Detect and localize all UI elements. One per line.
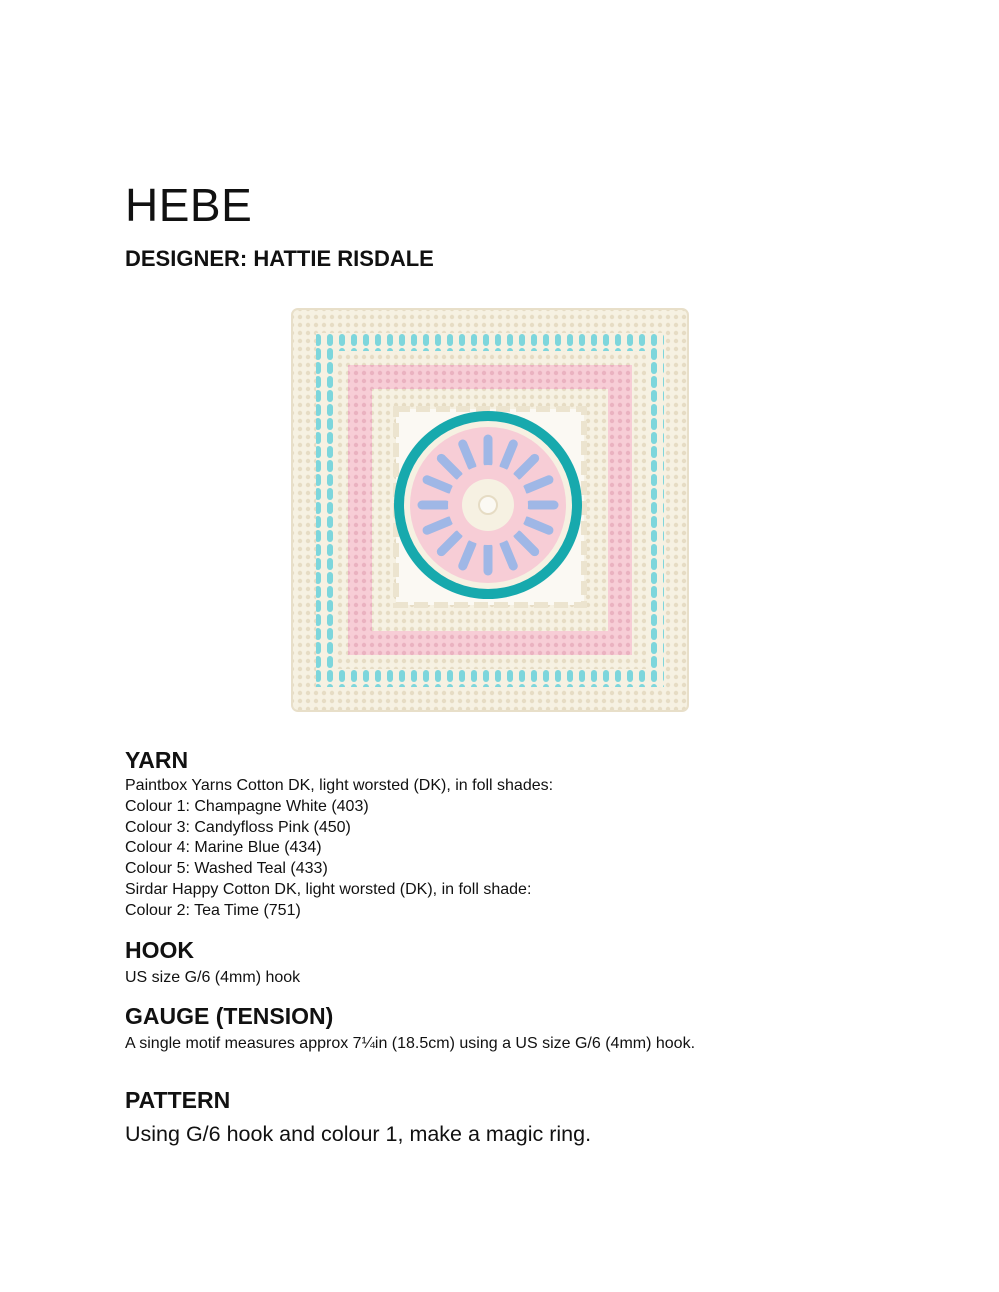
hook-heading: HOOK bbox=[125, 937, 194, 963]
gauge-heading: GAUGE (TENSION) bbox=[125, 1003, 334, 1029]
yarn-line: Colour 3: Candyfloss Pink (450) bbox=[125, 818, 351, 836]
yarn-line: Colour 2: Tea Time (751) bbox=[125, 901, 301, 919]
yarn-line: Colour 1: Champagne White (403) bbox=[125, 797, 369, 815]
yarn-line: Colour 4: Marine Blue (434) bbox=[125, 839, 322, 857]
yarn-line: Paintbox Yarns Cotton DK, light worsted (DK), in foll shades: bbox=[125, 777, 554, 794]
yarn-list bbox=[125, 776, 553, 922]
pattern-section bbox=[125, 1086, 591, 1148]
designer-credit: DESIGNER: HATTIE RISDALE bbox=[125, 246, 434, 271]
yarn-line: Colour 5: Washed Teal (433) bbox=[125, 860, 328, 878]
hook-text: US size G/6 (4mm) hook bbox=[125, 969, 301, 986]
pattern-text: Using G/6 hook and colour 1, make a magic ring. bbox=[125, 1122, 592, 1146]
crochet-motif-image bbox=[288, 305, 692, 715]
pattern-heading: PATTERN bbox=[125, 1087, 231, 1113]
gauge-text: A single motif measures approx 7¼in (18.5cm) using a US size G/6 (4mm) hook. bbox=[125, 1035, 696, 1052]
yarn-line: Sirdar Happy Cotton DK, light worsted (DK), in foll shade: bbox=[125, 880, 532, 898]
gauge-section bbox=[125, 1002, 695, 1055]
hook-section bbox=[125, 936, 300, 989]
yarn-section bbox=[125, 746, 553, 922]
yarn-heading: YARN bbox=[125, 747, 189, 773]
pattern-title: HEBE bbox=[125, 179, 253, 231]
